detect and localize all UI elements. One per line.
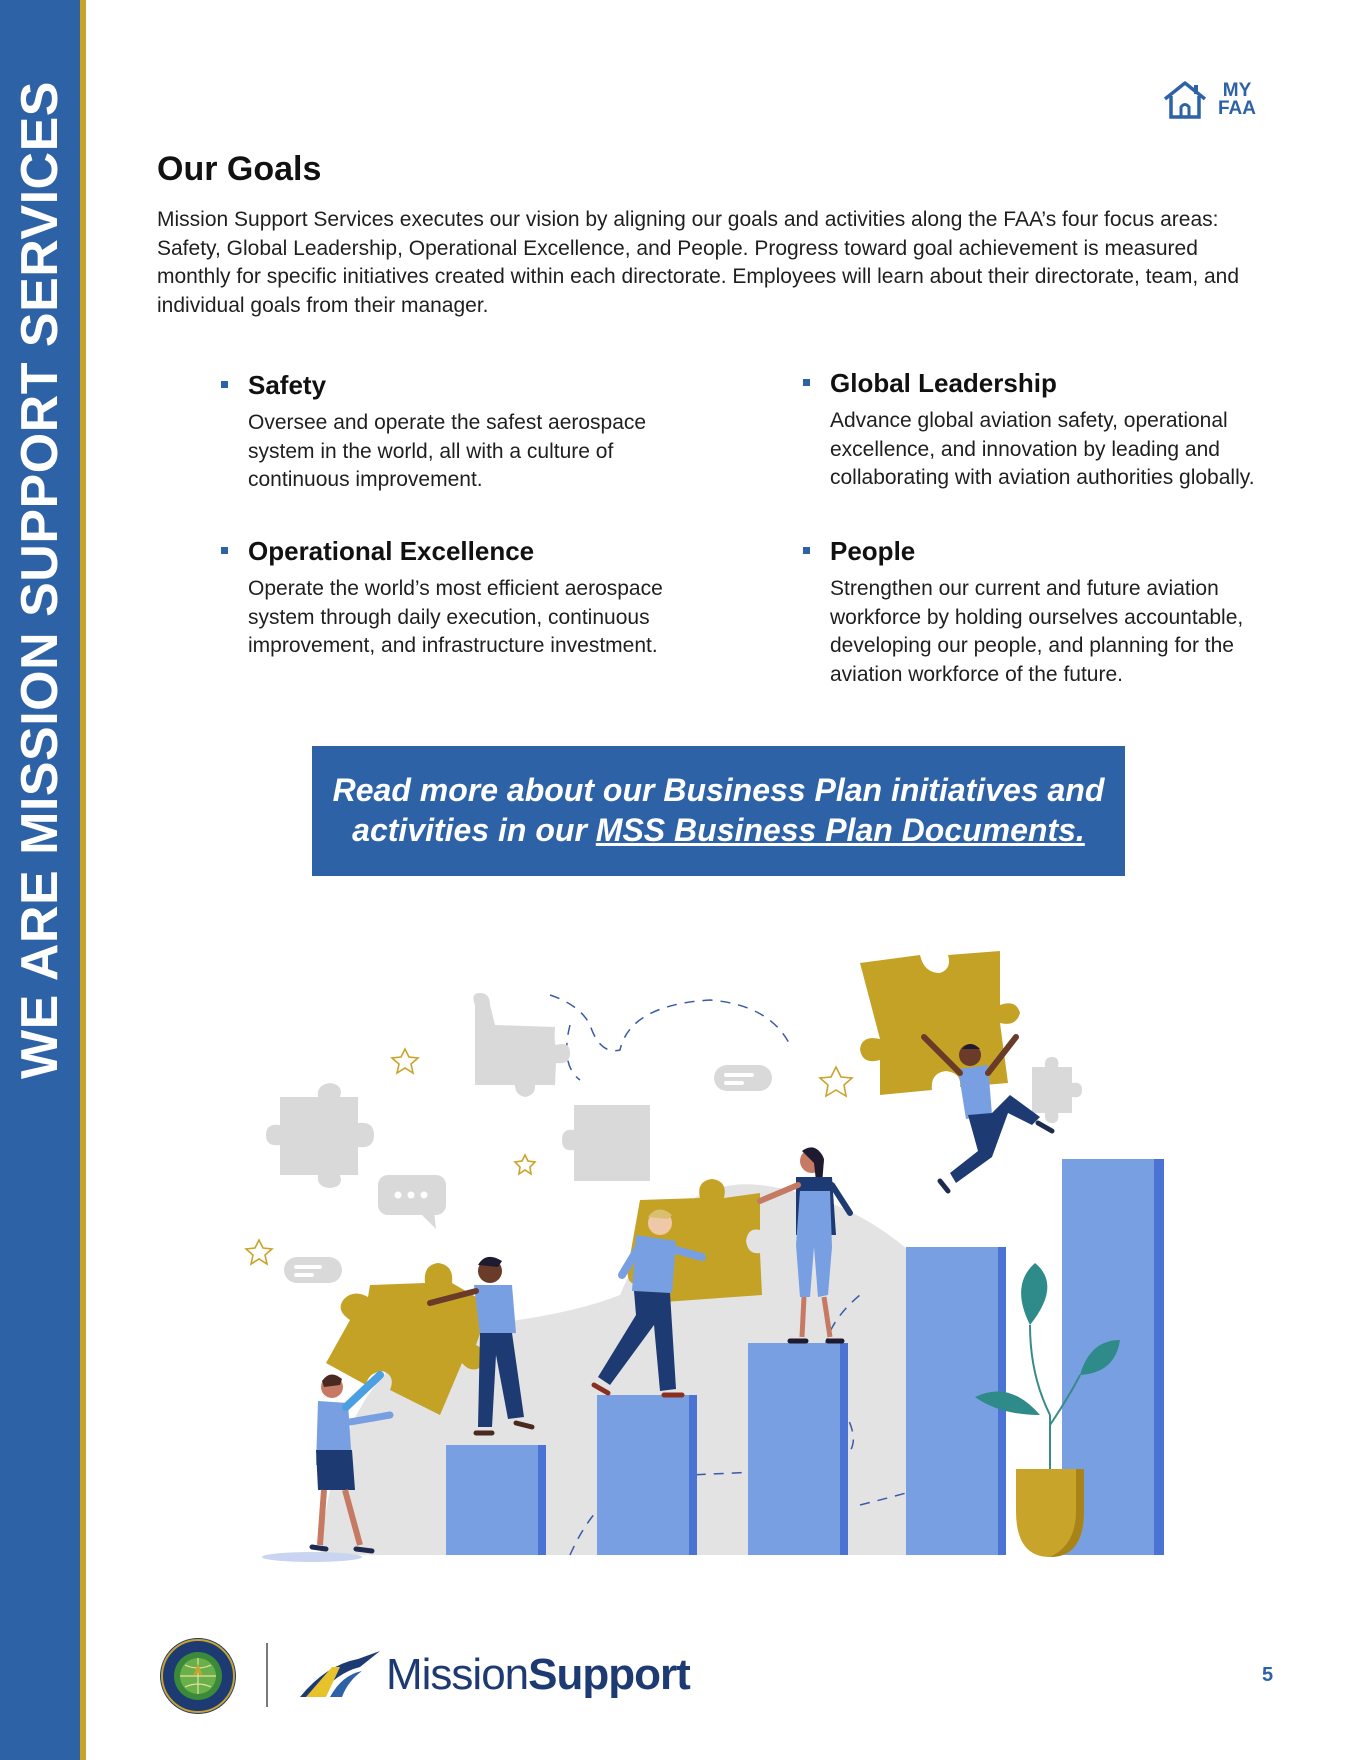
logo-word-mission: Mission — [386, 1650, 529, 1699]
bullet-icon — [803, 379, 810, 386]
page-title: Our Goals — [157, 150, 322, 188]
banner-line-1: Read more about our Business Plan initiatives and — [332, 772, 1105, 808]
goal-title: Global Leadership — [830, 368, 1057, 398]
faa-seal-icon — [159, 1637, 237, 1715]
goal-description: Strengthen our current and future aviation workforce by holding ourselves accountable, developing our people, and planning for the aviation workforce of the future. — [830, 577, 1244, 686]
goal-title: Operational Excellence — [248, 536, 535, 566]
footer-divider — [266, 1643, 268, 1707]
goal-description: Oversee and operate the safest aerospace system in the world, all with a culture of continuous improvement. — [248, 411, 647, 491]
myfaa-label-faa: FAA — [1218, 98, 1256, 119]
myfaa-label — [1218, 82, 1256, 118]
banner-line-2 — [312, 810, 1125, 850]
business-plan-banner — [312, 746, 1125, 876]
goal-title: People — [830, 536, 916, 566]
page-number: 5 — [1262, 1664, 1274, 1686]
goal-safety — [248, 369, 718, 495]
goal-title: Safety — [248, 370, 327, 400]
logo-word-support: Support — [528, 1650, 690, 1699]
mission-support-logo — [296, 1645, 690, 1705]
sidebar-stripe — [80, 0, 86, 1760]
myfaa-label-my: MY — [1222, 80, 1252, 101]
home-icon — [1162, 80, 1208, 120]
sidebar-title: WE ARE MISSION SUPPORT SERVICES — [11, 81, 69, 1079]
business-plan-documents-link[interactable]: MSS Business Plan Documents. — [595, 812, 1085, 848]
goal-description: Advance global aviation safety, operational excellence, and innovation by leading and collaborating with aviation authorities globally. — [830, 409, 1255, 489]
bullet-icon — [221, 381, 228, 388]
goal-description: Operate the world’s most efficient aerospace system through daily execution, continuous improvement, and infrastructure investment. — [248, 577, 663, 657]
intro-paragraph: Mission Support Services executes our vision by aligning our goals and activities along the FAA’s four focus areas: Safety, Global Leadership, Operational Excellence, and People. Progress toward goal achievement is measured monthly for specific initiatives created within each directorate. Employees will learn about their directorate, team, and individual goals from their manager. — [157, 208, 1240, 317]
bullet-icon — [221, 547, 228, 554]
goal-people — [830, 535, 1300, 689]
teamwork-puzzle-illustration — [240, 945, 1200, 1575]
bullet-icon — [803, 547, 810, 554]
goal-operational-excellence — [248, 535, 718, 661]
myfaa-home-link[interactable] — [1162, 78, 1280, 122]
sidebar — [0, 0, 80, 1760]
goal-global-leadership — [830, 367, 1300, 493]
mission-support-logo-icon — [296, 1645, 386, 1705]
banner-line-2-prefix: activities in our — [352, 812, 596, 848]
